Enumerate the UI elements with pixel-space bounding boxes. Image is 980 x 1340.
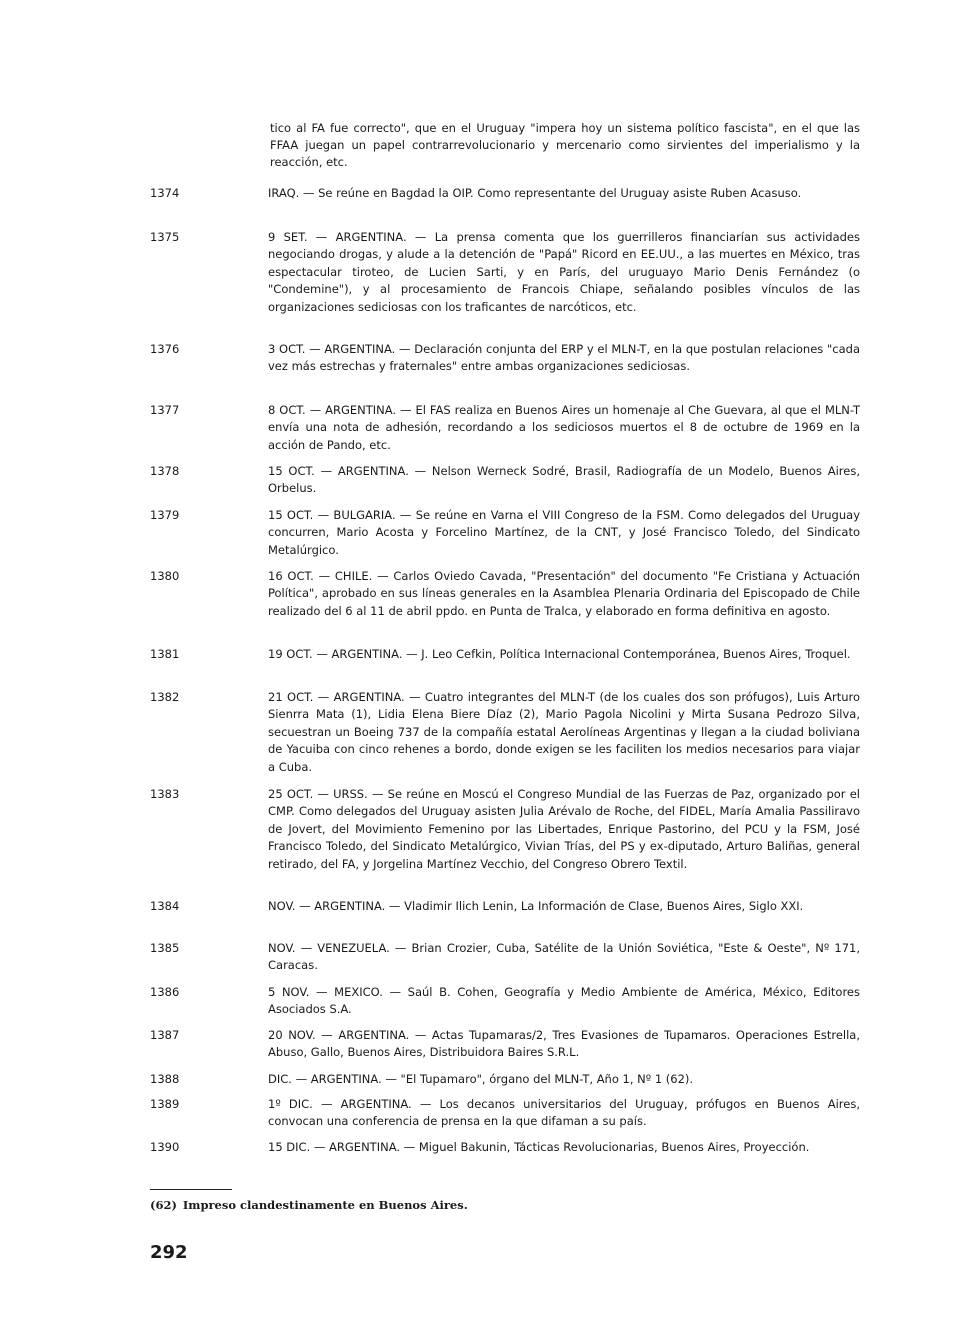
entry-text: NOV. — ARGENTINA. — Vladimir Ilich Lenin, La Información de Clase, Buenos Aires, Siglo XXI. xyxy=(268,899,804,913)
entry-number: 1377 xyxy=(150,403,180,417)
entry-text: 21 OCT. — ARGENTINA. — Cuatro integrantes del MLN-T (de los cuales dos son prófugos), Luis Arturo Sienrra Mata (1), Lidia Elena Biere Díaz (2), Mario Pagola Nicolini y Mirta Susana Pedrozo Silva, secuestran un Boeing 737 de la compañía estatal Aerolíneas Argentinas y llegan a la ciudad boliviana de Yacuiba con cinco rehenes a bordo, donde exigen se les faciliten los medios necesarios para viajar a Cuba. xyxy=(268,690,860,774)
entry-number: 1386 xyxy=(150,985,180,999)
entry-text: 9 SET. — ARGENTINA. — La prensa comenta que los guerrilleros financiarían sus actividades negociando drogas, y alude a la detención de "Papá" Ricord en EE.UU., a las muertes en México, tras espectacular tiroteo, de Lucien Sarti, y en París, del uruguayo Mario Denis Fernández (o "Condemine"), y al procesamiento de Francois Chiape, señalando posibles vínculos de las organizaciones sediciosas con los traficantes de narcóticos, etc. xyxy=(268,230,860,314)
entry-number: 1385 xyxy=(150,941,180,955)
entry-number: 1389 xyxy=(150,1097,180,1111)
entry-number: 1374 xyxy=(150,186,180,200)
entry-text: 20 NOV. — ARGENTINA. — Actas Tupamaras/2, Tres Evasiones de Tupamaros. Operaciones Estrella, Abuso, Gallo, Buenos Aires, Distribuidora Baires S.R.L. xyxy=(268,1028,860,1060)
entry-number: 1390 xyxy=(150,1140,180,1154)
entry-number: 1379 xyxy=(150,508,180,522)
footnote-divider xyxy=(150,1189,232,1190)
entry-number: 1384 xyxy=(150,899,180,913)
footnote-text: Impreso clandestinamente en Buenos Aires. xyxy=(182,1198,468,1212)
entry-text: 15 DIC. — ARGENTINA. — Miguel Bakunin, Tácticas Revolucionarias, Buenos Aires, Proyección. xyxy=(268,1140,810,1154)
entry-text: NOV. — VENEZUELA. — Brian Crozier, Cuba, Satélite de la Unión Soviética, "Este & Oeste", Nº 171, Caracas. xyxy=(268,941,860,973)
footnote xyxy=(150,1197,468,1213)
entry-number: 1383 xyxy=(150,787,180,801)
entry-number: 1376 xyxy=(150,342,180,356)
entry-number: 1381 xyxy=(150,647,180,661)
entry-text: 19 OCT. — ARGENTINA. — J. Leo Cefkin, Política Internacional Contemporánea, Buenos Aires, Troquel. xyxy=(268,647,851,661)
entry-number: 1380 xyxy=(150,569,180,583)
footnote-mark: (62) xyxy=(150,1198,177,1212)
entry-text: 15 OCT. — ARGENTINA. — Nelson Werneck Sodré, Brasil, Radiografía de un Modelo, Buenos Aires, Orbelus. xyxy=(268,464,860,496)
entry-number: 1375 xyxy=(150,230,180,244)
intro-paragraph: tico al FA fue correcto", que en el Uruguay "impera hoy un sistema político fascista", en el que las FFAA juegan un papel contrarrevolucionario y mercenario como sirvientes del imperialismo y la reacción, etc. xyxy=(270,121,860,169)
entry-number: 1388 xyxy=(150,1072,180,1086)
entry-text: IRAQ. — Se reúne en Bagdad la OIP. Como representante del Uruguay asiste Ruben Acasuso. xyxy=(268,186,802,200)
entry-text: 1º DIC. — ARGENTINA. — Los decanos universitarios del Uruguay, prófugos en Buenos Aires, convocan una conferencia de prensa en la que difaman a su país. xyxy=(268,1097,860,1129)
page-number: 292 xyxy=(150,1242,188,1263)
entry-text: 16 OCT. — CHILE. — Carlos Oviedo Cavada, "Presentación" del documento "Fe Cristiana y Actuación Política", aprobado en sus líneas generales en la Asamblea Plenaria Ordinaria del Episcopado de Chile realizado del 6 al 11 de abril ppdo. en Punta de Tralca, y elaborado en forma definitiva en agosto. xyxy=(268,569,860,618)
entry-number: 1387 xyxy=(150,1028,180,1042)
entry-number: 1378 xyxy=(150,464,180,478)
entry-text: 3 OCT. — ARGENTINA. — Declaración conjunta del ERP y el MLN-T, en la que postulan relaciones "cada vez más estrechas y fraternales" entre ambas organizaciones sediciosas. xyxy=(268,342,860,374)
entry-text: 5 NOV. — MEXICO. — Saúl B. Cohen, Geografía y Medio Ambiente de América, México, Editores Asociados S.A. xyxy=(268,985,860,1017)
entry-number: 1382 xyxy=(150,690,180,704)
entry-text: DIC. — ARGENTINA. — "El Tupamaro", órgano del MLN-T, Año 1, Nº 1 (62). xyxy=(268,1072,694,1086)
entry-text: 8 OCT. — ARGENTINA. — El FAS realiza en Buenos Aires un homenaje al Che Guevara, al que el MLN-T envía una nota de adhesión, recordando a los sediciosos muertos el 8 de octubre de 1969 en la acción de Pando, etc. xyxy=(268,403,860,452)
entry-text: 15 OCT. — BULGARIA. — Se reúne en Varna el VIII Congreso de la FSM. Como delegados del Uruguay concurren, Mario Acosta y Forcelino Martínez, de la CNT, y José Francisco Toledo, del Sindicato Metalúrgico. xyxy=(268,508,860,557)
entry-text: 25 OCT. — URSS. — Se reúne en Moscú el Congreso Mundial de las Fuerzas de Paz, organizado por el CMP. Como delegados del Uruguay asisten Julia Arévalo de Roche, del FIDEL, María Amalia Passiliravo de Jovert, del Movimiento Femenino por las Libertades, Enrique Pastorino, del PCU y la FSM, José Francisco Toledo, del Sindicato Metalúrgico, Vivian Trías, del PS y ex-diputado, Arturo Baliñas, general retirado, del FA, y Jorgelina Martínez Vecchio, del Congreso Obrero Textil. xyxy=(268,787,860,871)
